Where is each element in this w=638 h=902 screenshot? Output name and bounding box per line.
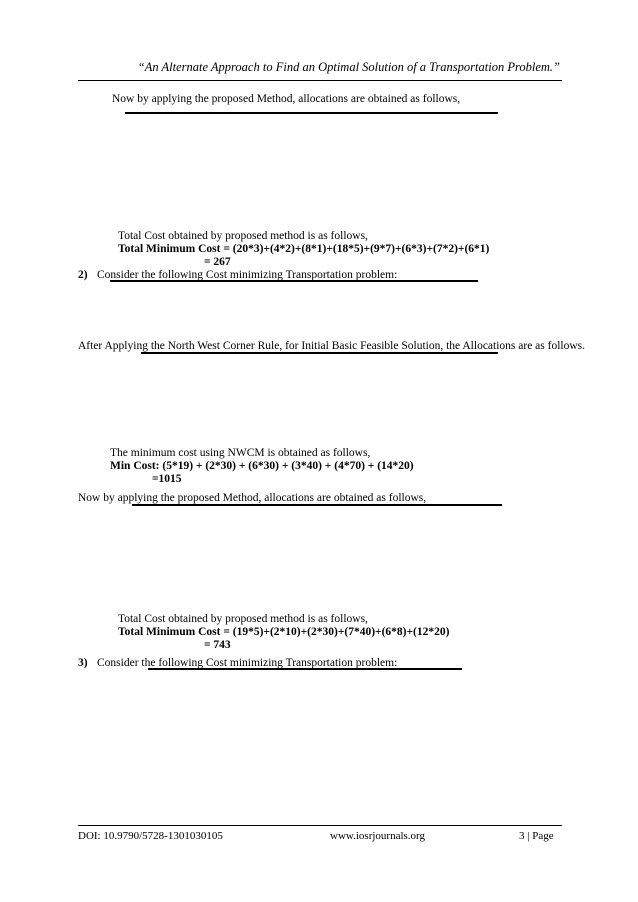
table-4-proposed [132, 504, 502, 506]
paragraph-9: Now by applying the proposed Method, allocations are obtained as follows, [78, 492, 427, 504]
paragraph-1: Now by applying the proposed Method, allocations are obtained as follows, [112, 93, 461, 105]
section-3-heading: Consider the following Cost minimizing Transportation problem: [97, 657, 398, 669]
paragraph-2: Total Cost obtained by proposed method is as follows, [118, 230, 368, 242]
table-3-nwcr [141, 352, 498, 354]
table-corner [111, 281, 478, 282]
paragraph-5: After Applying the North West Corner Rule, for Initial Basic Feasible Solution, the Allocations are as follows. [78, 340, 586, 352]
min-cost-result: =1015 [152, 473, 182, 485]
total-cost-result-1: = 267 [204, 256, 231, 268]
table-2-problem [110, 280, 478, 282]
min-cost-formula: Min Cost: (5*19) + (2*30) + (6*30) + (3*40) + (4*70) + (14*20) [110, 460, 414, 472]
section-2-number: 2) [78, 269, 88, 281]
header-rule [78, 80, 562, 81]
table-corner [149, 669, 462, 670]
footer-site: www.iosrjournals.org [330, 830, 426, 842]
table-1-allocations [125, 112, 498, 114]
table-corner [133, 505, 502, 506]
table-corner [142, 353, 498, 354]
running-header: “An Alternate Approach to Find an Optimal Solution of a Transportation Problem.” [137, 60, 560, 74]
footer-doi: DOI: 10.9790/5728-1301030105 [78, 830, 223, 842]
total-cost-formula-2: Total Minimum Cost = (19*5)+(2*10)+(2*30)+(7*40)+(6*8)+(12*20) [118, 626, 450, 638]
paragraph-10: Total Cost obtained by proposed method is as follows, [118, 613, 368, 625]
total-cost-result-2: = 743 [204, 639, 231, 651]
footer-page: 3 | Page [519, 830, 554, 842]
paragraph-6: The minimum cost using NWCM is obtained as follows, [110, 447, 371, 459]
table-corner [126, 113, 498, 114]
section-3-number: 3) [78, 657, 88, 669]
footer-rule [78, 825, 562, 826]
total-cost-formula-1: Total Minimum Cost = (20*3)+(4*2)+(8*1)+(18*5)+(9*7)+(6*3)+(7*2)+(6*1) [118, 243, 490, 255]
section-2-heading: Consider the following Cost minimizing Transportation problem: [97, 269, 398, 281]
table-5-problem [148, 668, 462, 670]
